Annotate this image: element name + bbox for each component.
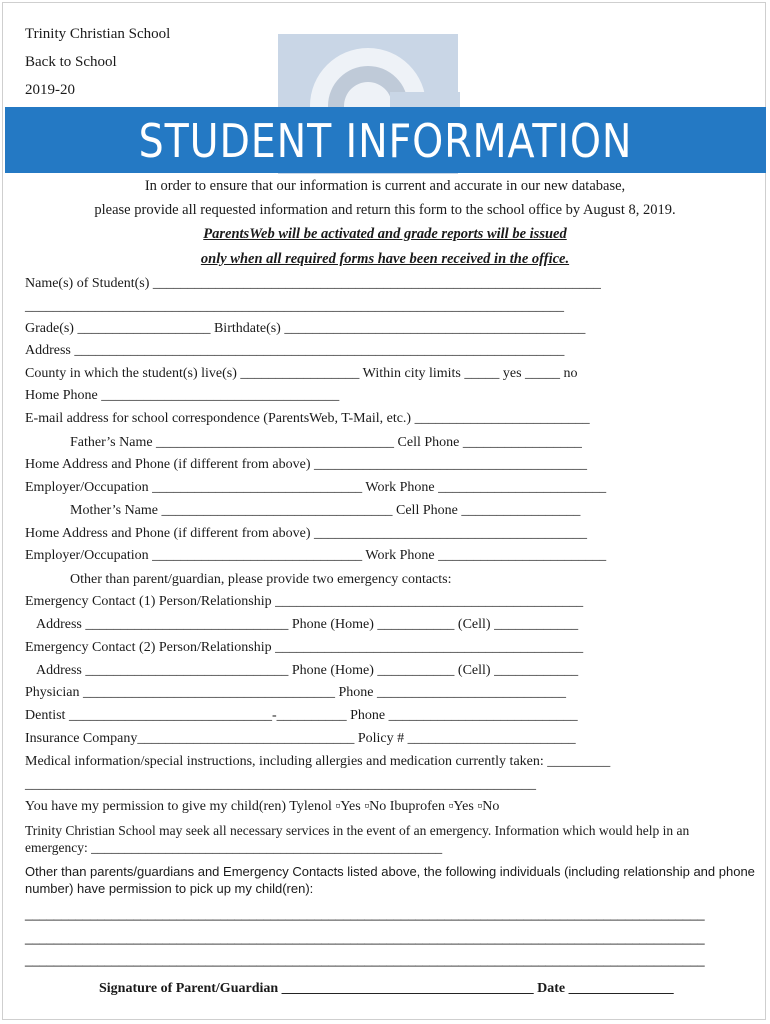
grade-birthdate-field[interactable]: Grade(s) ___________________ Birthdate(s) ___________________________________________ bbox=[25, 321, 586, 336]
pickup-instructions-line-2: number) have permission to pick up my child(ren): bbox=[25, 881, 314, 896]
father-name-field[interactable]: Father’s Name __________________________________ Cell Phone _________________ bbox=[70, 435, 582, 450]
emergency-contact-2-field[interactable]: Emergency Contact (2) Person/Relationship ____________________________________________ bbox=[25, 640, 584, 655]
insurance-field[interactable]: Insurance Company_______________________________ Policy # ________________________ bbox=[25, 731, 576, 746]
emergency-contact-1-field[interactable]: Emergency Contact (1) Person/Relationship ____________________________________________ bbox=[25, 594, 584, 609]
emergency-services-line-1: Trinity Christian School may seek all necessary services in the event of an emergency. Information which would help in an bbox=[25, 823, 690, 838]
home-phone-field[interactable]: Home Phone __________________________________ bbox=[25, 388, 340, 403]
father-home-field[interactable]: Home Address and Phone (if different from above) _______________________________________ bbox=[25, 457, 587, 472]
emergency-contact-1-address-field[interactable]: Address _____________________________ Phone (Home) ___________ (Cell) ____________ bbox=[36, 617, 579, 632]
school-name: Trinity Christian School bbox=[25, 26, 171, 42]
emergency-contact-2-address-field[interactable]: Address _____________________________ Phone (Home) ___________ (Cell) ____________ bbox=[36, 663, 579, 678]
medical-info-field[interactable]: Medical information/special instructions, including allergies and medication currently taken: _________ bbox=[25, 754, 611, 769]
page-title: STUDENT INFORMATION bbox=[138, 114, 633, 168]
father-employer-field[interactable]: Employer/Occupation ______________________________ Work Phone ________________________ bbox=[25, 480, 607, 495]
title-banner bbox=[5, 107, 766, 173]
school-header bbox=[25, 20, 170, 104]
notice-line-2: only when all required forms have been received in the office. bbox=[200, 251, 570, 267]
address-field[interactable]: Address ______________________________________________________________________ bbox=[25, 343, 565, 358]
mother-name-field[interactable]: Mother’s Name _________________________________ Cell Phone _________________ bbox=[70, 503, 581, 518]
intro-line-2: please provide all requested information and return this form to the school office by August 8, 2019. bbox=[94, 202, 676, 218]
pickup-line-3[interactable]: ______________________________________________________________________________________________ bbox=[25, 952, 705, 967]
students-field-continued[interactable]: _____________________________________________________________________________ bbox=[25, 299, 564, 314]
emergency-services-field[interactable]: emergency: ____________________________________________________ bbox=[25, 840, 443, 855]
intro-line-1: In order to ensure that our information is current and accurate in our new database, bbox=[144, 178, 626, 194]
students-field[interactable]: Name(s) of Student(s) ________________________________________________________________ bbox=[25, 276, 601, 291]
pickup-line-1[interactable]: ______________________________________________________________________________________________ bbox=[25, 906, 705, 921]
pickup-instructions-line-1: Other than parents/guardians and Emergency Contacts listed above, the following individuals (including relationship and phone bbox=[25, 864, 755, 879]
pickup-line-2[interactable]: ______________________________________________________________________________________________ bbox=[25, 930, 705, 945]
medication-permission[interactable]: You have my permission to give my child(ren) Tylenol ▫Yes ▫No Ibuprofen ▫Yes ▫No bbox=[25, 799, 500, 814]
emergency-intro: Other than parent/guardian, please provide two emergency contacts: bbox=[70, 572, 452, 587]
mother-home-field[interactable]: Home Address and Phone (if different from above) _______________________________________ bbox=[25, 526, 587, 541]
dentist-field[interactable]: Dentist _____________________________-__________ Phone ___________________________ bbox=[25, 708, 578, 723]
email-field[interactable]: E-mail address for school correspondence (ParentsWeb, T-Mail, etc.) _________________________ bbox=[25, 411, 590, 426]
mother-employer-field[interactable]: Employer/Occupation ______________________________ Work Phone ________________________ bbox=[25, 548, 607, 563]
physician-field[interactable]: Physician ____________________________________ Phone ___________________________ bbox=[25, 685, 566, 700]
school-year: 2019-20 bbox=[25, 82, 75, 98]
county-field[interactable]: County in which the student(s) live(s) _________________ Within city limits _____ yes _____ no bbox=[25, 366, 578, 381]
medical-info-continued[interactable]: _________________________________________________________________________ bbox=[25, 777, 536, 792]
signature-field[interactable]: Signature of Parent/Guardian ____________________________________ Date _______________ bbox=[99, 981, 674, 996]
notice-line-1: ParentsWeb will be activated and grade reports will be issued bbox=[203, 226, 567, 242]
event-name: Back to School bbox=[25, 54, 117, 70]
